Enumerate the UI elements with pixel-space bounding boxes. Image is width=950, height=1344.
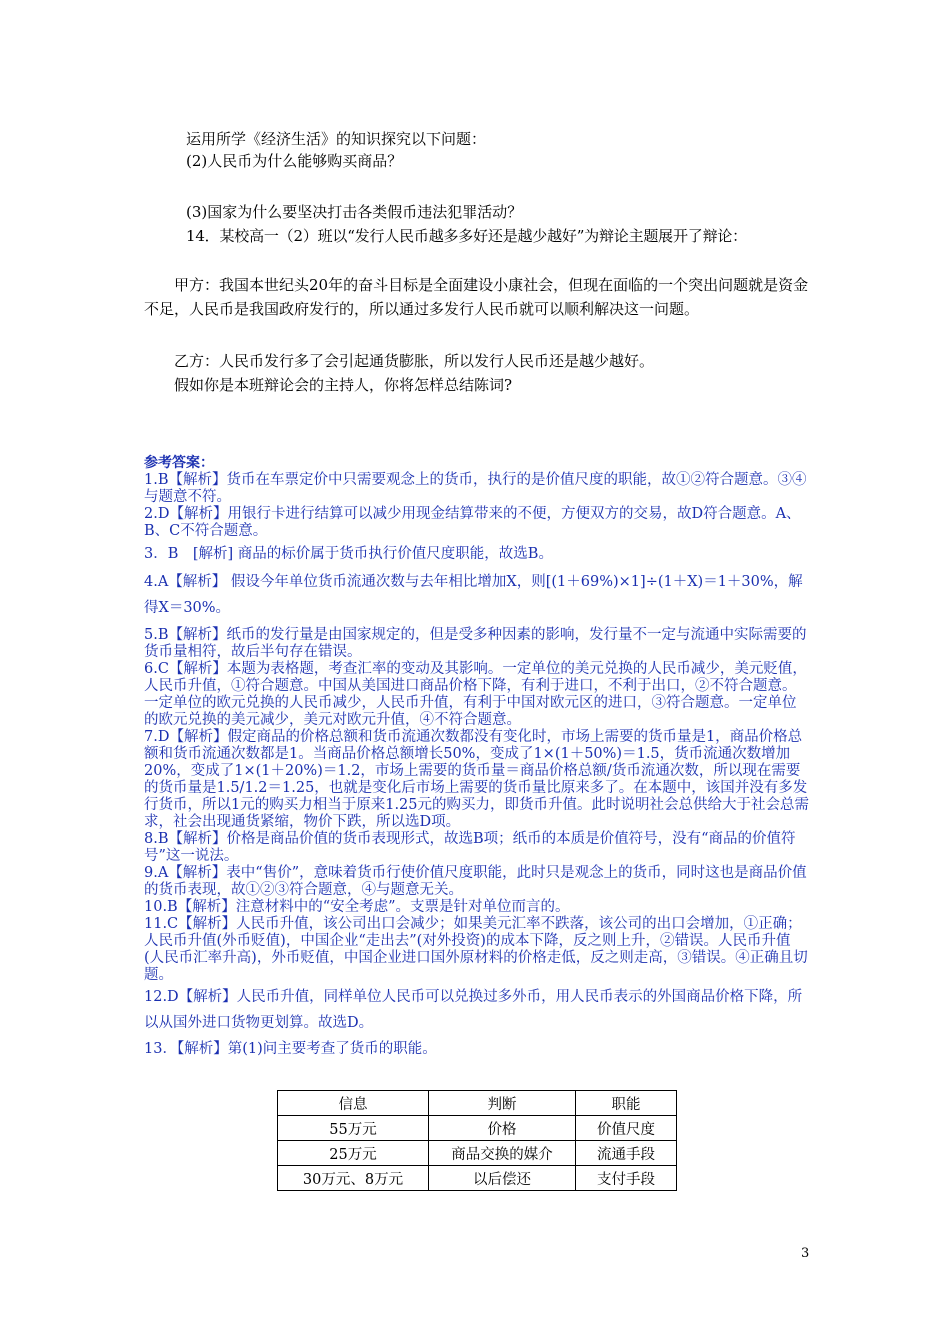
debate-side-a: 甲方：我国本世纪头20年的奋斗目标是全面建设小康社会，但现在面临的一个突出问题就是资金不足，人民币是我国政府发行的，所以通过多发行人民币就可以顺利解决这一问题。 xyxy=(144,276,809,318)
answer-11: 11.C【解析】人民币升值，该公司出口会减少；如果美元汇率不跌落，该公司的出口会增加，①正确；人民币升值(外币贬值)，中国企业“走出去”(对外投资)的成本下降，反之则上升，②错误。人民币升值(人民币汇率升高)，外币贬值，中国企业进口国外原材料的价格走低，反之则走高，③错误。④正确且切题。 xyxy=(144,916,808,983)
table-cell: 流通手段 xyxy=(576,1141,677,1166)
question-3: (3)国家为什么要坚决打击各类假币违法犯罪活动？ xyxy=(186,203,523,221)
answer-9: 9.A【解析】表中“售价”，意味着货币行使价值尺度职能，此时只是观念上的货币，同时这也是商品价值的货币表现，故①②③符合题意，④与题意无关。 xyxy=(144,865,807,898)
answer-2: 2.D【解析】用银行卡进行结算可以减少用现金结算带来的不便，方便双方的交易，故D符合题意。A、B、C不符合题意。 xyxy=(144,506,801,539)
table-cell: 商品交换的媒介 xyxy=(429,1141,576,1166)
answer-7: 7.D【解析】假定商品的价格总额和货币流通次数都没有变化时，市场上需要的货币量是1，商品价格总额和货币流通次数都是1。当商品价格总额增长50%，变成了1×(1＋50%)＝1.5，货币流通次数增加20%，变成了1×(1＋20%)＝1.2，市场上需要的货币量＝商品价格总额/货币流通次数，所以现在需要的货币量是1.5/1.2＝1.25，也就是变化后市场上需要的货币量比原来多了。在本题中，该国并没有多发行货币，所以1元的购买力相当于原来1.25元的购买力，即货币升值。此时说明社会总供给大于社会总需求，社会出现通货紧缩，物价下跌，所以选D项。 xyxy=(144,729,810,830)
table-row xyxy=(278,1116,677,1141)
table-cell: 价格 xyxy=(429,1116,576,1141)
question-14: 14．某校高一（2）班以“发行人民币越多多好还是越少越好”为辩论主题展开了辩论： xyxy=(186,227,747,245)
answer-4: 4.A【解析】 假设今年单位货币流通次数与去年相比增加X，则[(1＋69%)×1]÷(1＋X)＝1＋30%，解得X＝30%。 xyxy=(144,574,803,616)
answers-title: 参考答案： xyxy=(144,455,214,471)
table-cell: 价值尺度 xyxy=(576,1116,677,1141)
table-header-cell: 信息 xyxy=(278,1091,429,1116)
question-intro: 运用所学《经济生活》的知识探究以下问题： xyxy=(186,130,487,148)
table-cell: 支付手段 xyxy=(576,1166,677,1191)
answer-5: 5.B【解析】纸币的发行量是由国家规定的，但是受多种因素的影响，发行量不一定与流通中实际需要的货币量相符，故后半句存在错误。 xyxy=(144,627,807,660)
table-header-row xyxy=(278,1091,677,1116)
answer-3: 3．B [解析] 商品的标价属于货币执行价值尺度职能，故选B。 xyxy=(144,546,553,562)
table-cell: 以后偿还 xyxy=(429,1166,576,1191)
table-header-cell: 职能 xyxy=(576,1091,677,1116)
table-cell: 30万元、8万元 xyxy=(278,1166,429,1191)
table-cell: 25万元 xyxy=(278,1141,429,1166)
answer-13: 13．【解析】第(1)问主要考查了货币的职能。 xyxy=(144,1041,437,1057)
answer-10: 10.B【解析】注意材料中的“安全考虑”。支票是针对单位而言的。 xyxy=(144,899,570,915)
answer-1: 1.B【解析】货币在车票定价中只需要观念上的货币，执行的是价值尺度的职能，故①②符合题意。③④与题意不符。 xyxy=(144,472,807,505)
answer-6: 6.C【解析】本题为表格题，考查汇率的变动及其影响。一定单位的美元兑换的人民币减少，美元贬值，人民币升值，①符合题意。中国从美国进口商品价格下降，有利于进口，不利于出口，②不符合题意。一定单位的欧元兑换的人民币减少，人民币升值，有利于中国对欧元区的进口，③符合题意。一定单位的欧元兑换的美元减少，美元对欧元升值，④不符合题意。 xyxy=(144,661,807,728)
answer-8: 8.B【解析】价格是商品价值的货币表现形式，故选B项；纸币的本质是价值符号，没有“商品的价值符号”这一说法。 xyxy=(144,831,796,864)
question-2: (2)人民币为什么能够购买商品？ xyxy=(186,152,403,170)
answer-table xyxy=(277,1090,677,1191)
table-cell: 55万元 xyxy=(278,1116,429,1141)
table-header-cell: 判断 xyxy=(429,1091,576,1116)
table-row xyxy=(278,1141,677,1166)
answer-12: 12.D【解析】人民币升值，同样单位人民币可以兑换过多外币，用人民币表示的外国商品价格下降，所以从国外进口货物更划算。故选D。 xyxy=(144,989,803,1031)
host-question: 假如你是本班辩论会的主持人，你将怎样总结陈词? xyxy=(174,376,513,394)
page-number: 3 xyxy=(801,1246,810,1261)
table-row xyxy=(278,1166,677,1191)
debate-side-b: 乙方：人民币发行多了会引起通货膨胀，所以发行人民币还是越少越好。 xyxy=(174,352,655,370)
answer-list xyxy=(144,472,810,1062)
